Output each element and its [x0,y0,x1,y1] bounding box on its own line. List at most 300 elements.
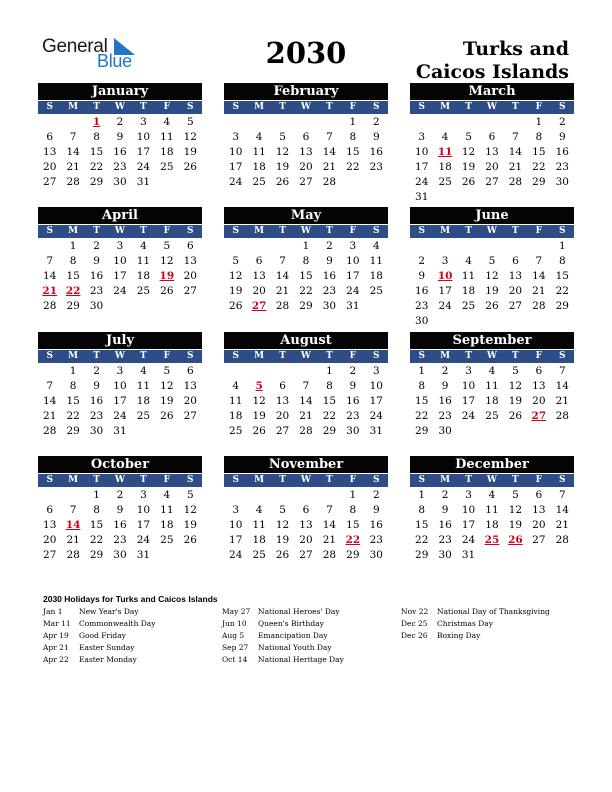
weekday-label: T [93,226,100,236]
day-cell: 6 [302,504,310,516]
holiday-date: Jun 10 [222,619,247,628]
day-cell: 20 [183,270,197,282]
day-cell: 23 [438,410,452,422]
day-grid [410,364,574,439]
day-cell: 28 [555,534,569,546]
month-name: July [38,332,202,349]
day-cell: 19 [485,285,499,297]
weekday-label: S [372,475,380,485]
holiday-row [43,606,218,618]
empty-day-cell [61,115,84,130]
weekday-label: F [163,102,171,112]
day-cell: 22 [66,410,80,422]
weekday-label: S [418,351,425,361]
day-cell: 21 [43,410,57,422]
day-cell: 24 [229,176,243,188]
day-cell: 28 [322,176,337,188]
day-cell: 7 [326,131,333,143]
day-cell: 14 [555,380,569,392]
empty-day-cell [224,488,247,503]
day-cell: 26 [275,176,290,188]
weekday-label: S [372,226,380,236]
holiday-row [222,654,397,666]
day-cell: 3 [465,489,472,501]
day-cell: 19 [252,410,266,422]
empty-day-cell [38,239,61,254]
day-cell: 9 [372,504,380,516]
weekday-label: T [279,226,286,236]
day-cell: 20 [43,534,57,546]
day-cell: 30 [113,176,127,188]
weekday-label: F [349,351,357,361]
weekday-label: T [140,475,147,485]
day-cell: 9 [116,131,124,143]
day-cell: 14 [66,146,80,158]
weekday-label: M [254,351,265,361]
day-cell: 16 [555,146,569,158]
day-cell: 15 [346,146,360,158]
day-cell: 10 [415,146,429,158]
day-cell: 31 [346,300,360,312]
day-cell: 12 [508,380,523,392]
empty-day-cell [433,239,456,254]
day-cell: 21 [299,410,313,422]
weekday-label: S [46,475,53,485]
weekday-label: T [279,102,286,112]
day-cell: 21 [275,285,290,297]
weekday-label: F [163,475,171,485]
day-cell: 3 [349,240,357,252]
weekday-label: S [418,226,425,236]
day-cell: 3 [116,365,124,377]
day-cell: 7 [535,255,543,267]
holiday-row [401,606,576,618]
empty-day-cell [318,115,341,130]
day-cell: 12 [160,380,174,392]
day-cell: 19 [508,395,523,407]
weekday-label: S [558,226,566,236]
day-grid [38,488,202,563]
day-cell: 31 [415,191,429,203]
day-cell: 25 [136,285,151,297]
day-cell: 13 [43,519,57,531]
holiday-date: Nov 22 [401,607,429,616]
weekday-label: M [68,351,79,361]
day-cell: 24 [438,300,452,312]
day-cell: 14 [322,146,337,158]
holiday-date: May 27 [222,607,251,616]
day-cell: 7 [512,131,519,143]
weekday-label: M [254,226,265,236]
day-cell: 30 [369,549,383,561]
day-cell: 18 [160,146,174,158]
day-cell: 29 [66,300,80,312]
day-cell: 29 [346,549,360,561]
day-cell: 30 [89,300,104,312]
day-cell: 30 [346,425,360,437]
day-cell: 1 [349,489,357,501]
day-cell: 2 [116,116,124,128]
day-cell: 21 [532,285,546,297]
month-name: January [38,83,202,100]
day-cell: 15 [66,395,80,407]
day-cell: 18 [485,395,499,407]
day-cell: 3 [232,131,240,143]
holiday-date: Apr 22 [43,655,69,664]
day-cell: 1 [326,365,333,377]
day-cell: 20 [275,410,290,422]
day-cell: 21 [322,534,337,546]
day-cell: 24 [113,285,127,297]
day-cell: 20 [299,161,313,173]
day-cell: 18 [136,395,151,407]
day-cell: 30 [555,176,569,188]
day-cell: 26 [183,534,197,546]
day-cell: 10 [346,255,360,267]
empty-day-cell [457,115,480,130]
weekday-header [410,474,574,487]
holiday-day-cell: 22 [65,285,81,297]
day-cell: 25 [160,534,174,546]
month-name: February [224,83,388,100]
day-cell: 5 [512,365,519,377]
day-cell: 15 [66,270,80,282]
weekday-label: T [512,351,519,361]
day-cell: 4 [372,240,380,252]
day-cell: 5 [186,489,194,501]
empty-day-cell [318,488,341,503]
day-cell: 5 [512,489,519,501]
day-cell: 23 [322,285,337,297]
day-cell: 4 [488,489,496,501]
day-cell: 2 [418,255,426,267]
day-cell: 7 [46,380,54,392]
weekday-label: S [46,226,53,236]
day-cell: 15 [555,270,569,282]
day-cell: 1 [69,365,77,377]
day-cell: 7 [302,380,310,392]
day-cell: 9 [93,380,100,392]
empty-day-cell [38,364,61,379]
day-cell: 26 [485,300,499,312]
empty-day-cell [224,364,247,379]
day-cell: 25 [438,176,452,188]
day-cell: 23 [113,534,127,546]
month-april [38,207,202,314]
weekday-label: T [279,475,286,485]
empty-day-cell [224,239,247,254]
month-name: September [410,332,574,349]
day-cell: 1 [349,116,357,128]
month-june [410,207,574,329]
day-cell: 23 [89,410,104,422]
day-cell: 11 [229,395,243,407]
day-cell: 15 [322,395,337,407]
day-cell: 23 [346,410,360,422]
day-cell: 30 [322,300,337,312]
holiday-name: Easter Monday [79,655,137,664]
weekday-label: S [186,351,194,361]
day-cell: 15 [346,519,360,531]
day-cell: 17 [438,285,452,297]
day-grid [410,488,574,563]
weekday-header [410,350,574,363]
day-cell: 29 [322,425,337,437]
day-cell: 14 [555,504,569,516]
holiday-row [222,630,397,642]
day-cell: 18 [461,285,476,297]
weekday-label: T [512,226,519,236]
day-cell: 1 [69,240,77,252]
day-cell: 14 [43,270,57,282]
day-cell: 2 [441,489,449,501]
day-cell: 20 [508,285,523,297]
day-cell: 16 [346,395,360,407]
weekday-label: W [486,475,498,485]
day-cell: 17 [113,395,127,407]
month-name: April [38,207,202,224]
day-cell: 7 [69,504,77,516]
day-cell: 17 [346,270,360,282]
day-cell: 2 [326,240,333,252]
day-cell: 10 [229,519,243,531]
holidays-column [401,606,576,642]
holiday-date: Sep 27 [222,643,249,652]
day-cell: 28 [275,300,290,312]
day-cell: 3 [441,255,449,267]
day-cell: 5 [488,255,496,267]
day-cell: 6 [255,255,263,267]
day-cell: 25 [252,176,266,188]
day-cell: 31 [461,549,476,561]
holiday-day-cell: 21 [42,285,58,297]
day-cell: 8 [535,131,543,143]
empty-day-cell [247,239,270,254]
month-name: November [224,456,388,473]
weekday-header [410,101,574,114]
weekday-label: T [140,226,147,236]
empty-day-cell [38,115,61,130]
holiday-name: New Year's Day [79,607,139,616]
weekday-label: T [93,475,100,485]
day-grid [224,239,388,314]
weekday-label: M [440,351,451,361]
day-cell: 12 [461,146,476,158]
day-cell: 11 [485,504,499,516]
month-august [224,332,388,439]
weekday-label: S [372,351,380,361]
day-grid [224,488,388,563]
day-cell: 27 [183,285,197,297]
month-october [38,456,202,563]
day-cell: 22 [89,161,104,173]
day-cell: 2 [372,116,380,128]
day-cell: 3 [140,489,147,501]
empty-day-cell [271,115,294,130]
weekday-label: S [46,102,53,112]
day-cell: 28 [66,176,80,188]
weekday-label: F [349,102,357,112]
weekday-label: W [114,102,126,112]
day-cell: 9 [93,255,100,267]
day-cell: 11 [369,255,383,267]
day-cell: 15 [89,146,104,158]
holidays-column [43,606,218,666]
day-cell: 16 [438,519,452,531]
day-cell: 21 [66,534,80,546]
day-cell: 3 [116,240,124,252]
day-cell: 20 [43,161,57,173]
day-cell: 14 [532,270,546,282]
day-cell: 12 [485,270,499,282]
weekday-label: M [440,102,451,112]
day-cell: 26 [160,410,174,422]
empty-day-cell [294,115,317,130]
weekday-label: S [232,102,239,112]
day-cell: 30 [113,549,127,561]
day-cell: 21 [555,395,569,407]
day-cell: 24 [346,285,360,297]
day-cell: 26 [160,285,174,297]
weekday-header [224,101,388,114]
holiday-row [43,654,218,666]
day-cell: 29 [89,549,104,561]
day-cell: 10 [136,504,151,516]
day-cell: 11 [461,270,476,282]
day-cell: 26 [183,161,197,173]
day-cell: 16 [369,146,383,158]
day-cell: 8 [326,380,333,392]
month-july [38,332,202,439]
day-cell: 19 [275,534,290,546]
weekday-label: S [186,226,194,236]
day-grid [224,115,388,190]
weekday-label: T [326,226,333,236]
weekday-label: S [232,226,239,236]
day-cell: 4 [163,489,171,501]
day-cell: 28 [532,300,546,312]
day-cell: 16 [415,285,429,297]
day-cell: 8 [302,255,310,267]
weekday-label: W [486,226,498,236]
weekday-header [38,225,202,238]
day-cell: 13 [183,255,197,267]
day-cell: 19 [461,161,476,173]
day-cell: 1 [558,240,566,252]
holiday-name: National Heritage Day [258,655,344,664]
day-cell: 10 [136,131,151,143]
day-cell: 7 [69,131,77,143]
day-cell: 16 [369,519,383,531]
month-name: December [410,456,574,473]
day-cell: 19 [229,285,243,297]
day-cell: 31 [113,425,127,437]
day-cell: 16 [113,146,127,158]
weekday-label: T [465,475,472,485]
day-cell: 1 [302,240,310,252]
day-cell: 13 [275,395,290,407]
country-title-line2: Caicos Islands [415,61,569,83]
empty-day-cell [247,488,270,503]
weekday-label: F [535,351,543,361]
day-cell: 3 [372,365,380,377]
day-cell: 24 [229,549,243,561]
day-cell: 11 [252,146,266,158]
day-cell: 12 [183,131,197,143]
month-september [410,332,574,439]
day-cell: 5 [279,131,286,143]
holidays-title: 2030 Holidays for Turks and Caicos Islands [43,594,218,604]
day-grid [38,115,202,190]
day-cell: 17 [136,146,151,158]
day-cell: 7 [558,489,566,501]
weekday-label: W [114,475,126,485]
day-cell: 20 [299,534,313,546]
day-cell: 25 [229,425,243,437]
day-cell: 26 [229,300,243,312]
day-cell: 10 [229,146,243,158]
day-cell: 12 [275,146,290,158]
day-cell: 24 [461,410,476,422]
day-cell: 27 [299,549,313,561]
weekday-label: S [186,475,194,485]
day-cell: 15 [89,519,104,531]
weekday-label: M [68,475,79,485]
day-cell: 24 [136,161,151,173]
day-cell: 28 [555,410,569,422]
weekday-label: F [349,475,357,485]
day-cell: 5 [232,255,240,267]
weekday-label: T [326,351,333,361]
day-cell: 8 [558,255,566,267]
day-cell: 22 [415,534,429,546]
day-cell: 20 [532,395,546,407]
day-cell: 27 [43,549,57,561]
month-november [224,456,388,563]
weekday-label: F [163,351,171,361]
day-cell: 2 [558,116,566,128]
holiday-day-cell: 26 [508,534,523,546]
day-cell: 25 [160,161,174,173]
day-cell: 5 [279,504,286,516]
weekday-header [38,474,202,487]
empty-day-cell [247,115,270,130]
day-cell: 7 [326,504,333,516]
day-cell: 10 [369,380,383,392]
day-cell: 6 [46,131,54,143]
day-cell: 8 [93,131,100,143]
day-cell: 10 [461,380,476,392]
holiday-date: Apr 19 [43,631,69,640]
day-cell: 29 [555,300,569,312]
day-cell: 4 [140,365,147,377]
weekday-label: T [512,102,519,112]
day-cell: 15 [415,519,429,531]
day-cell: 28 [66,549,80,561]
day-cell: 4 [465,255,472,267]
day-cell: 11 [252,519,266,531]
day-cell: 27 [508,300,523,312]
empty-day-cell [271,239,294,254]
month-name: June [410,207,574,224]
day-cell: 4 [255,504,263,516]
holiday-date: Apr 21 [43,643,69,652]
day-cell: 20 [485,161,499,173]
day-cell: 13 [43,146,57,158]
weekday-label: T [465,351,472,361]
holiday-row [222,606,397,618]
day-cell: 25 [485,410,499,422]
